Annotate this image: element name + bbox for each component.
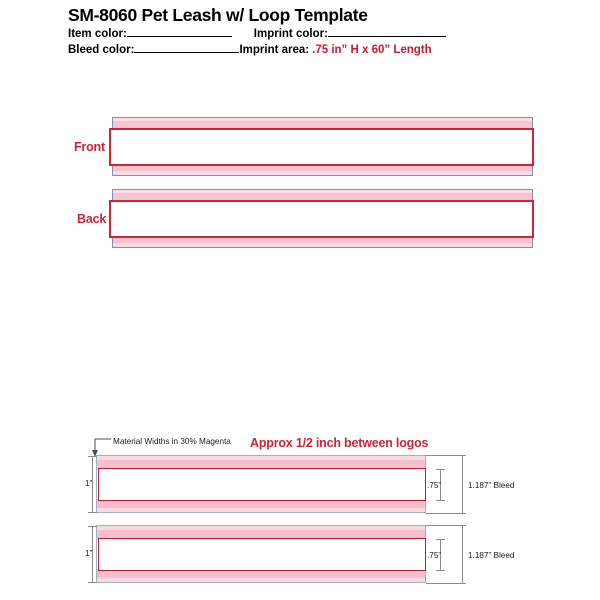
- detail-row-2-height-tick-bottom: [88, 582, 97, 583]
- detail-row-1-height-label: 1”: [85, 479, 93, 488]
- detail-row-2-imprint-tick-top: [436, 539, 445, 540]
- detail-row-1-bleed-dimline: [462, 455, 463, 513]
- detail-row-2-bleed-tick-bottom: [426, 583, 466, 584]
- detail-row-2-height-label: 1”: [85, 549, 93, 558]
- imprint-color-label: Imprint color:: [253, 28, 328, 40]
- detail-row-1-imprint-tick-bottom: [436, 500, 445, 501]
- detail-row-2-imprint-box: [98, 538, 426, 571]
- detail-row-2-bleed-tick-top: [426, 525, 466, 526]
- front-view-label: Front: [74, 140, 105, 154]
- detail-row-1-bleed-label: 1.187” Bleed: [468, 481, 515, 490]
- detail-row-2-imprint-tick-bottom: [436, 570, 445, 571]
- bleed-color-label: Bleed color:: [68, 44, 135, 56]
- item-color-label: Item color:: [68, 28, 127, 40]
- logo-spacing-note: Approx 1/2 inch between logos: [250, 436, 429, 450]
- page-title: SM-8060 Pet Leash w/ Loop Template: [68, 5, 368, 25]
- detail-row-1-bleed-tick-bottom: [426, 513, 466, 514]
- imprint-area-value: .75 in” H x 60” Length: [312, 44, 432, 56]
- detail-row-1-height-tick-top: [88, 456, 97, 457]
- detail-row-2-bleed-label: 1.187” Bleed: [468, 551, 515, 560]
- detail-row-1-bleed-tick-top: [426, 455, 466, 456]
- detail-row-2-imprint-label: .75”: [427, 551, 442, 560]
- detail-row-1-height-tick-bottom: [88, 512, 97, 513]
- detail-row-1-imprint-box: [98, 468, 426, 501]
- detail-row-1-bleed-strip-bottom: [97, 508, 425, 512]
- detail-row-2-height-tick-top: [88, 526, 97, 527]
- detail-row-1-imprint-label: .75”: [427, 481, 442, 490]
- detail-row-2-bleed-strip-bottom: [97, 578, 425, 582]
- imprint-area-label: Imprint area:: [239, 44, 310, 56]
- material-widths-note: Material Widths in 30% Magenta: [113, 437, 231, 446]
- detail-row-1-imprint-tick-top: [436, 469, 445, 470]
- back-view-label: Back: [77, 212, 107, 226]
- detail-row-2-bleed-dimline: [462, 525, 463, 583]
